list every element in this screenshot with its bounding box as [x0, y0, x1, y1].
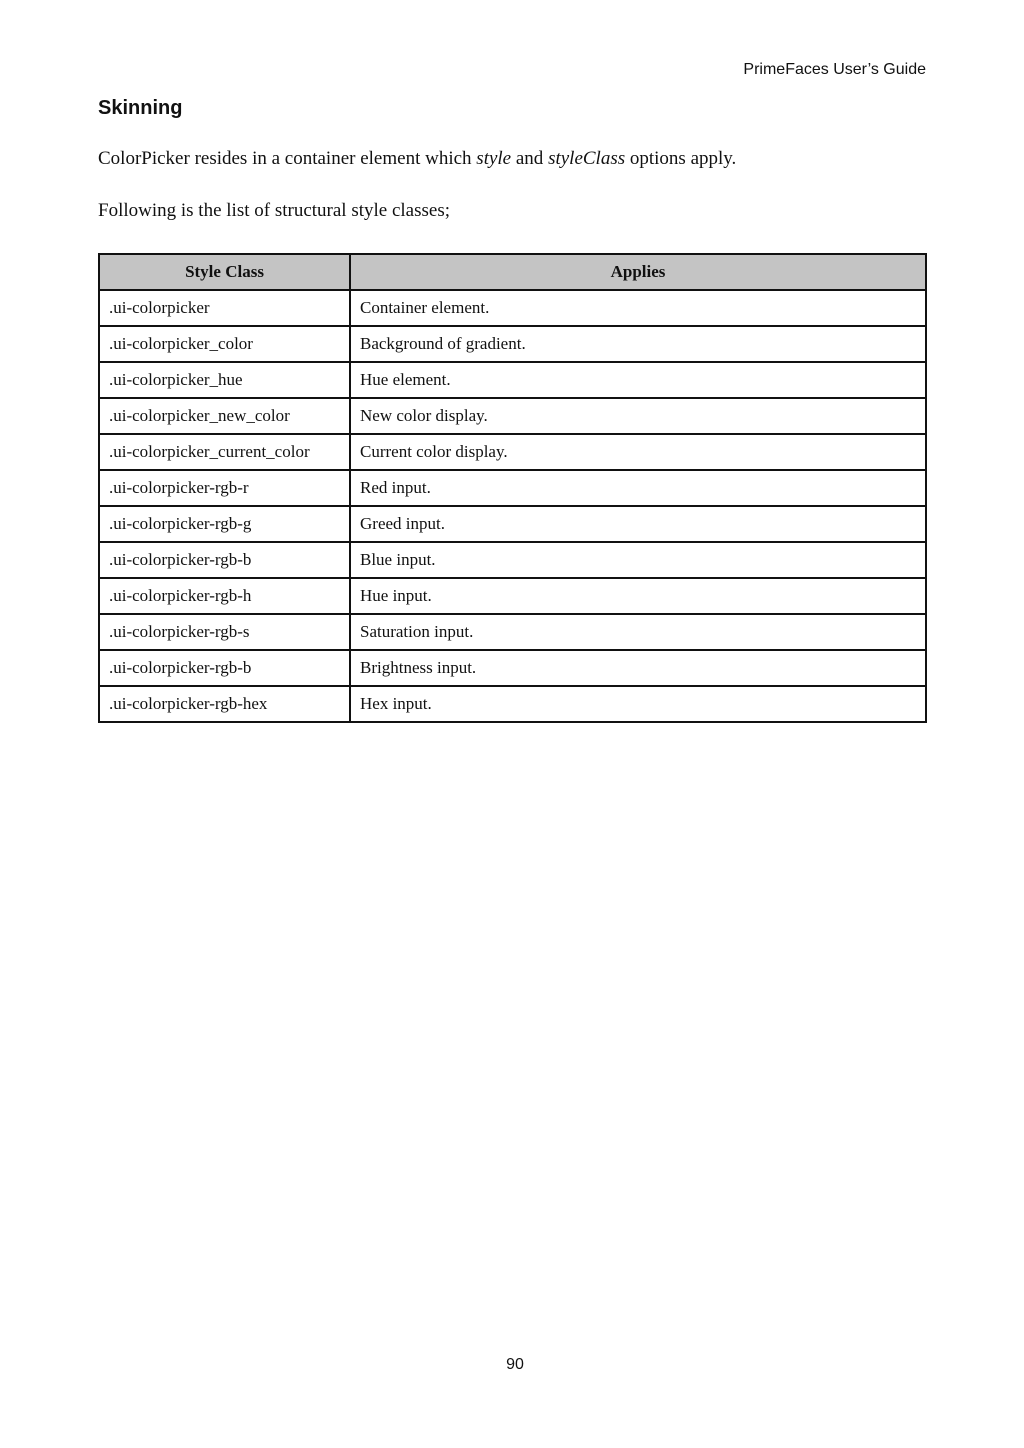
table-row [99, 326, 926, 362]
table-row [99, 506, 926, 542]
style-class-cell: .ui-colorpicker_hue [99, 362, 350, 398]
applies-cell: Current color display. [350, 434, 926, 470]
page-number: 90 [506, 1356, 524, 1373]
table-row [99, 398, 926, 434]
style-class-cell: .ui-colorpicker_color [99, 326, 350, 362]
intro-text-2: and [511, 148, 549, 169]
intro-emphasis-styleclass: styleClass [548, 148, 626, 169]
applies-cell: Hue input. [350, 578, 926, 614]
style-class-cell: .ui-colorpicker_new_color [99, 398, 350, 434]
style-class-cell: .ui-colorpicker-rgb-g [99, 506, 350, 542]
table-row [99, 434, 926, 470]
applies-cell: Blue input. [350, 542, 926, 578]
style-class-cell: .ui-colorpicker_current_color [99, 434, 350, 470]
style-class-cell: .ui-colorpicker-rgb-b [99, 542, 350, 578]
style-class-cell: .ui-colorpicker-rgb-s [99, 614, 350, 650]
style-class-cell: .ui-colorpicker-rgb-hex [99, 686, 350, 722]
list-intro-paragraph: Following is the list of structural style classes; [98, 200, 450, 221]
intro-emphasis-style: style [476, 148, 512, 169]
style-class-cell: .ui-colorpicker [99, 290, 350, 326]
running-header: PrimeFaces User’s Guide [743, 61, 926, 78]
applies-cell: Container element. [350, 290, 926, 326]
applies-cell: Brightness input. [350, 650, 926, 686]
style-class-table [98, 253, 927, 723]
column-header-style-class: Style Class [99, 254, 350, 290]
intro-paragraph [98, 148, 736, 170]
applies-cell: Red input. [350, 470, 926, 506]
applies-cell: New color display. [350, 398, 926, 434]
applies-cell: Background of gradient. [350, 326, 926, 362]
section-title: Skinning [98, 97, 183, 119]
applies-cell: Greed input. [350, 506, 926, 542]
intro-text-1: ColorPicker resides in a container element which [98, 148, 477, 169]
table-row [99, 290, 926, 326]
style-class-cell: .ui-colorpicker-rgb-r [99, 470, 350, 506]
column-header-applies: Applies [350, 254, 926, 290]
table-row [99, 362, 926, 398]
table-row [99, 614, 926, 650]
table-row [99, 650, 926, 686]
table-header-row [99, 254, 926, 290]
table-row [99, 578, 926, 614]
table-row [99, 470, 926, 506]
applies-cell: Hue element. [350, 362, 926, 398]
table-row [99, 686, 926, 722]
intro-text-3: options apply. [625, 148, 737, 169]
table-row [99, 542, 926, 578]
applies-cell: Saturation input. [350, 614, 926, 650]
applies-cell: Hex input. [350, 686, 926, 722]
style-class-cell: .ui-colorpicker-rgb-b [99, 650, 350, 686]
style-class-cell: .ui-colorpicker-rgb-h [99, 578, 350, 614]
